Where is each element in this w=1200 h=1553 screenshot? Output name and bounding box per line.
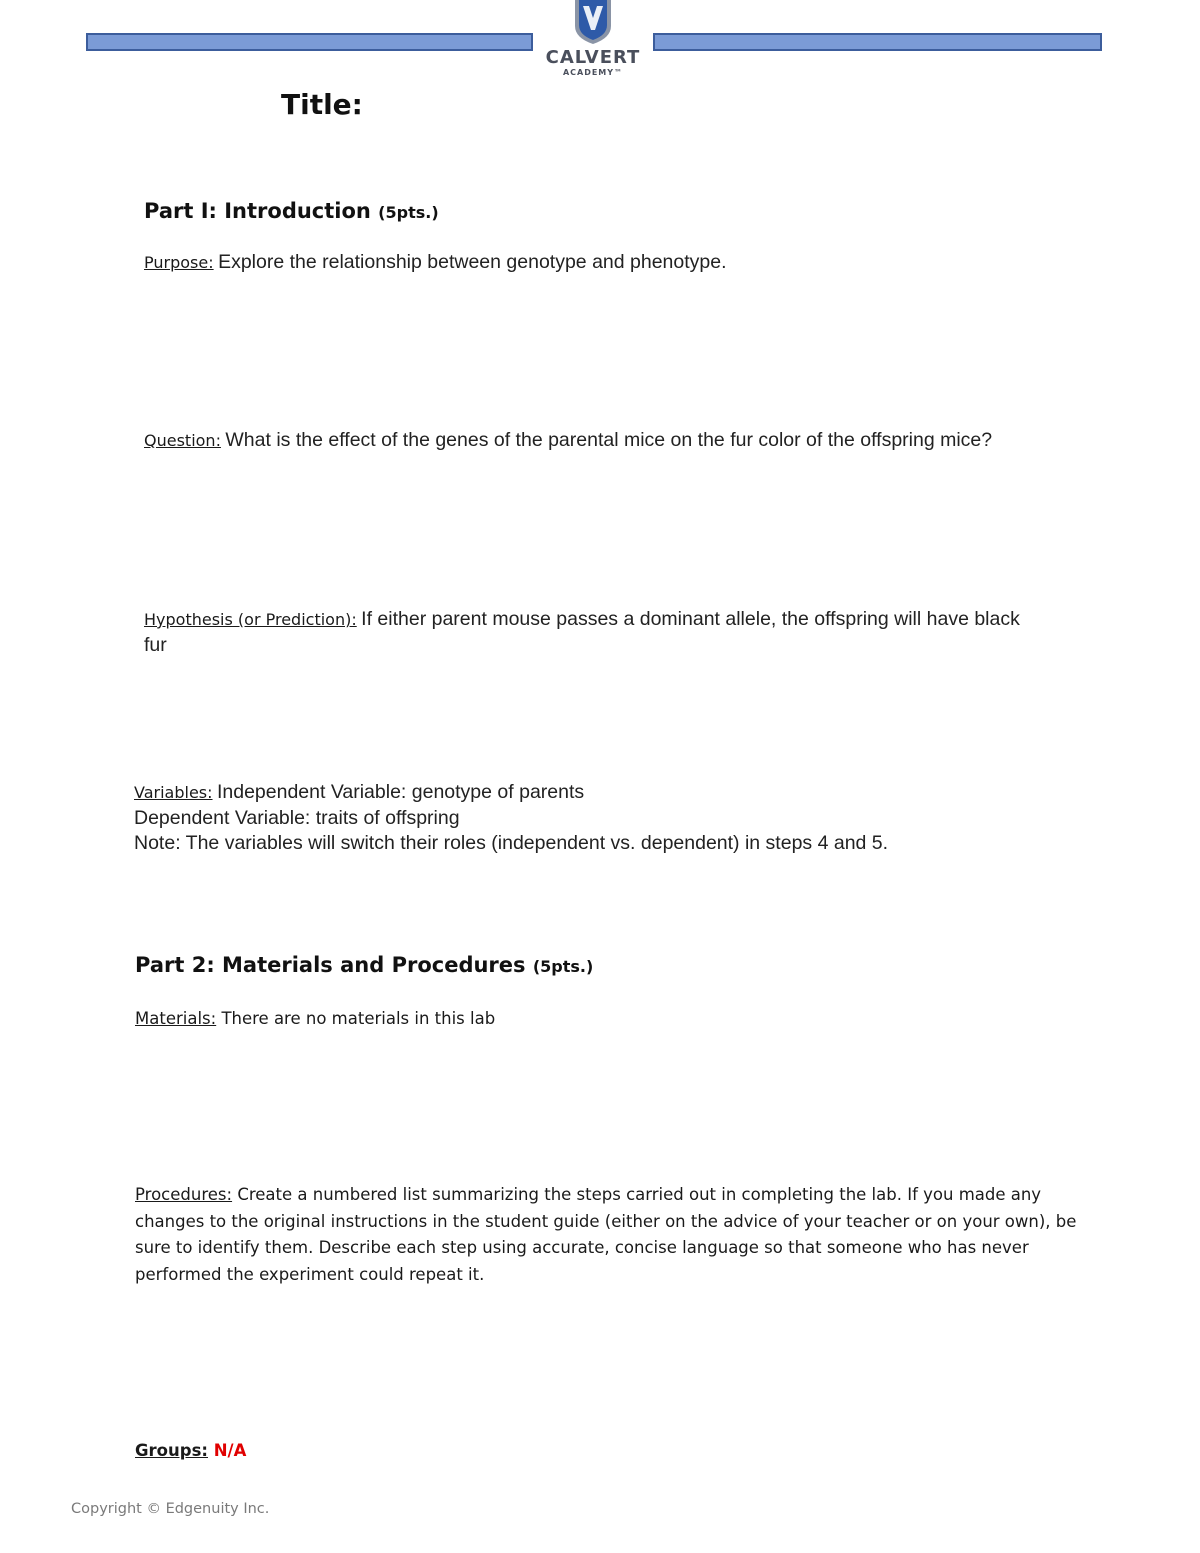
logo-subtitle: ACADEMY™: [562, 68, 624, 77]
groups-value: N/A: [213, 1441, 247, 1460]
groups-row: [135, 1438, 246, 1465]
copyright-footer: Copyright © Edgenuity Inc.: [71, 1501, 270, 1517]
procedures-line2: changes to the original instructions in the student guide (either on the advice of your teacher or on your own), be: [135, 1211, 1077, 1231]
procedures-label: Procedures:: [135, 1185, 233, 1204]
calvert-logo: [540, 0, 646, 80]
part1-points: (5pts.): [378, 203, 439, 222]
purpose-row: [144, 251, 727, 274]
question-row: [144, 429, 992, 452]
procedures-line1: Create a numbered list summarizing the steps carried out in completing the lab. If you made any: [237, 1185, 1042, 1204]
procedures-block: [135, 1182, 1135, 1288]
variables-block: [134, 780, 888, 856]
materials-text: There are no materials in this lab: [221, 1009, 496, 1028]
hypothesis-label: Hypothesis (or Prediction):: [144, 610, 357, 629]
part1-heading: [144, 199, 439, 223]
variables-label: Variables:: [134, 783, 213, 802]
header-bar-left: [86, 33, 533, 51]
variables-line2: Dependent Variable: traits of offspring: [134, 807, 460, 829]
part2-heading: [135, 953, 593, 977]
part2-heading-text: Part 2: Materials and Procedures: [135, 953, 526, 977]
variables-line3: Note: The variables will switch their roles (independent vs. dependent) in steps 4 and 5.: [134, 832, 889, 854]
purpose-text: Explore the relationship between genotype and phenotype.: [218, 251, 727, 273]
part2-points: (5pts.): [532, 957, 594, 976]
variables-line1: Independent Variable: genotype of parents: [216, 781, 585, 803]
page-title: Title:: [281, 88, 363, 121]
shield-icon: [571, 0, 615, 44]
materials-row: [135, 1006, 495, 1033]
groups-label: Groups:: [135, 1441, 208, 1460]
hypothesis-text-line2: fur: [144, 634, 167, 656]
hypothesis-text-line1: If either parent mouse passes a dominant allele, the offspring will have black: [361, 608, 1020, 630]
header-bar-right: [653, 33, 1102, 51]
question-label: Question:: [144, 431, 221, 450]
purpose-label: Purpose:: [144, 253, 214, 272]
procedures-line3: sure to identify them. Describe each step using accurate, concise language so that someone who has never: [135, 1238, 1029, 1257]
materials-label: Materials:: [135, 1009, 217, 1028]
procedures-line4: performed the experiment could repeat it.: [135, 1264, 485, 1284]
question-text: What is the effect of the genes of the parental mice on the fur color of the offspring mice?: [225, 429, 993, 451]
part1-heading-text: Part I: Introduction: [144, 199, 371, 223]
hypothesis-row: [144, 607, 1124, 658]
logo-name: CALVERT: [545, 47, 641, 68]
